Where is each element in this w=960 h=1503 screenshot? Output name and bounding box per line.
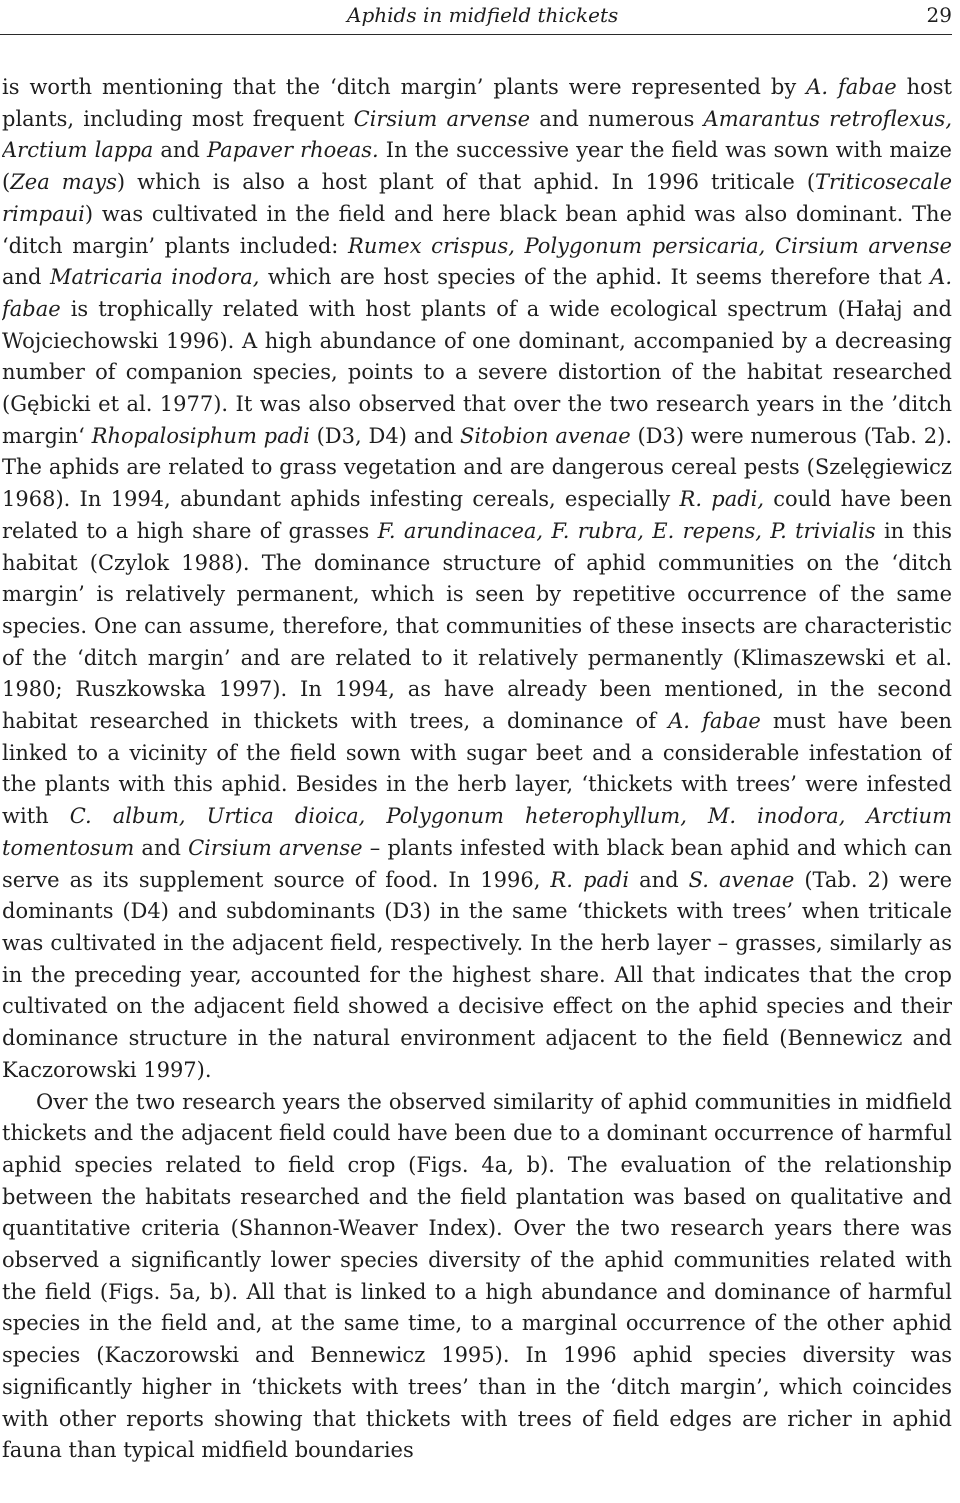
text-run: ) was cultivated in the field and here black bean aphid was also dominant. The ‘ditch margin’ plants included: xyxy=(2,201,952,258)
text-run: and xyxy=(2,265,50,290)
italic-term: A. fabae xyxy=(668,709,761,734)
text-run: and xyxy=(629,867,689,892)
italic-term: Triticosecale rimpaui xyxy=(2,170,952,226)
italic-term: R. padi, xyxy=(679,487,765,512)
text-run: Over the two research years the observed similarity of aphid communities in midfield thickets and the adjacent field could have been due to a dominant occurrence of harmful aphid species related to field crop (Figs. 4a, b). The evaluation of the relationship between the habitats researched and the field plantation was based on qualitative and quantitative criteria (Shannon-Weaver Index). Over the two research years there was observed a significantly lower species diversity of the aphid communities related with the field (Figs. 5a, b). All that is linked to a high abundance and dominance of harmful species in the field and, at the same time, to a marginal occurrence of the other aphid species (Kaczorowski and Bennewicz 1995). In 1996 aphid species diversity was significantly higher in ‘thickets with trees’ than in the ‘ditch margin’, which coincides with other reports showing that thickets with trees of field edges are richer in aphid fauna than typical midfield boundaries xyxy=(2,1089,952,1463)
italic-term: Cirsium arvense xyxy=(188,835,363,860)
text-run: host plants, including most frequent xyxy=(2,75,952,131)
italic-term: R. padi xyxy=(550,867,630,892)
text-run: (Tab. 2) were dominants (D4) and subdominants (D3) in the same ‘thickets with trees’ when triticale was cultivated in the adjacent field, respectively. In the herb layer – grasses, similarly as in the preceding year, accounted for the highest share. All that indicates that the crop cultivated on the adjacent field showed a decisive effect on the aphid species and their dominance structure in the natural environment adjacent to the field (Bennewicz and Kaczorowski 1997). xyxy=(2,867,952,1082)
running-title: Aphids in midfield thickets xyxy=(347,3,619,27)
text-run: – plants infested with black bean aphid and which can serve as its supplement source of food. In 1996, xyxy=(2,835,952,892)
italic-term: A. fabae xyxy=(2,265,952,321)
text-run: is worth mentioning that the ‘ditch margin’ plants were represented by xyxy=(2,75,807,99)
text-run: and numerous xyxy=(530,106,704,131)
italic-term: Zea mays xyxy=(10,170,117,195)
italic-term: S. avenae xyxy=(688,867,795,892)
text-run: must have been linked to a vicinity of the field sown with sugar beet and a considerable infestation of the plants with this aphid. Besides in the herb layer, ‘thickets with trees’ were infested with xyxy=(2,709,952,829)
text-run: ) which is also a host plant of that aphid. In 1996 triticale ( xyxy=(116,170,816,195)
italic-term: Sitobion avenae xyxy=(460,423,631,448)
page-number: 29 xyxy=(926,3,952,27)
text-run: which are host species of the aphid. It seems therefore that xyxy=(259,265,931,290)
text-run: could have been related to a high share of grasses xyxy=(2,487,952,543)
italic-term: F. arundinacea, F. rubra, E. repens, P. trivialis xyxy=(377,518,876,543)
italic-term: C. album, Urtica dioica, Polygonum heterophyllum, M. inodora, Arctium tomentosum xyxy=(2,804,952,860)
italic-term: Cirsium arvense xyxy=(353,106,531,131)
italic-term: Rumex crispus, Polygonum persicaria, Cirsium arvense xyxy=(348,233,952,258)
paragraph-1 xyxy=(2,72,952,1087)
italic-term: Rhopalosiphum padi xyxy=(91,423,310,448)
paragraph-2 xyxy=(2,1087,952,1467)
italic-term: A. fabae xyxy=(806,75,897,99)
italic-term: Amarantus retroflexus, Arctium lappa xyxy=(2,106,952,163)
text-run: and xyxy=(153,138,207,163)
text-run: and xyxy=(134,835,189,860)
italic-term: Papaver rhoeas. xyxy=(206,138,379,163)
text-run: is trophically related with host plants of a wide ecological spectrum (Hałaj and Wojciechowski 1996). A high abundance of one dominant, accompanied by a decreasing number of companion species, points to a severe distortion of the habitat researched (Gębicki et al. 1977). It was also observed that over the two research years in the ’ditch margin‘ xyxy=(2,296,952,448)
body-text xyxy=(2,72,952,1503)
text-run: In the successive year the field was sown with maize ( xyxy=(2,138,952,195)
text-run: (D3) were numerous (Tab. 2). The aphids are related to grass vegetation and are dangerous cereal pests (Szelęgiewicz 1968). In 1994, abundant aphids infesting cereals, especially xyxy=(2,423,952,512)
italic-term: Matricaria inodora, xyxy=(49,265,260,290)
text-run: in this habitat (Czylok 1988). The dominance structure of aphid communities on the ‘ditch margin’ is relatively permanent, which is seen by repetitive occurrence of the same species. One can assume, therefore, that communities of these insects are characteristic of the ‘ditch margin’ and are related to it relatively permanently (Klimaszewski et al. 1980; Ruszkowska 1997). In 1994, as have already been mentioned, in the second habitat researched in thickets with trees, a dominance of xyxy=(2,518,952,734)
running-header xyxy=(0,0,952,35)
text-run: (D3, D4) and xyxy=(309,423,461,448)
